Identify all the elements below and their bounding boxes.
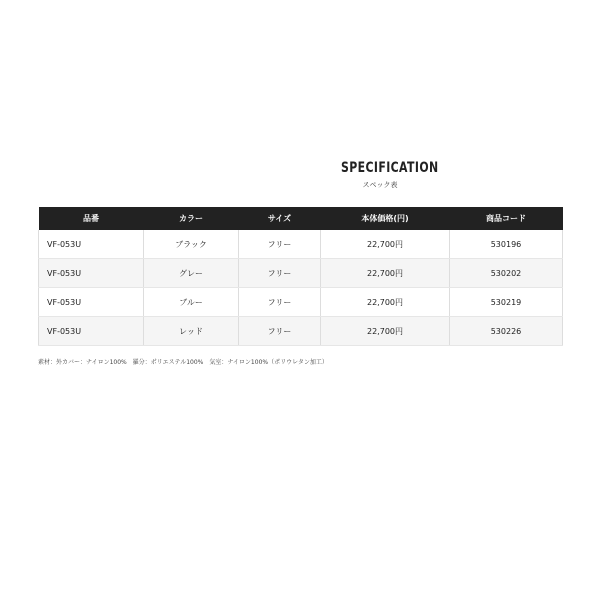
table-row	[39, 317, 563, 346]
table-header-row	[39, 207, 563, 230]
header-product-code: 商品コード	[450, 207, 563, 230]
cell-price: 22,700円	[321, 288, 450, 317]
cell-size: フリー	[239, 230, 321, 259]
cell-product-code: 530219	[450, 288, 563, 317]
cell-color: レッド	[144, 317, 239, 346]
cell-price: 22,700円	[321, 230, 450, 259]
header-size: サイズ	[239, 207, 321, 230]
page-subtitle: スペック表	[362, 181, 398, 189]
cell-part-number: VF-053U	[39, 259, 144, 288]
spec-table	[38, 207, 563, 346]
cell-price: 22,700円	[321, 317, 450, 346]
cell-product-code: 530202	[450, 259, 563, 288]
material-note: 素材：外カバー：ナイロン100% 羅分：ポリエステル100% 気室：ナイロン100%（ポリウレタン加工）	[38, 359, 328, 366]
cell-product-code: 530196	[450, 230, 563, 259]
cell-size: フリー	[239, 259, 321, 288]
table-row	[39, 288, 563, 317]
header-price: 本体価格(円)	[321, 207, 450, 230]
table-row	[39, 259, 563, 288]
cell-part-number: VF-053U	[39, 317, 144, 346]
cell-price: 22,700円	[321, 259, 450, 288]
header-part-number: 品番	[39, 207, 144, 230]
table-row	[39, 230, 563, 259]
header-color: カラー	[144, 207, 239, 230]
cell-product-code: 530226	[450, 317, 563, 346]
cell-size: フリー	[239, 288, 321, 317]
cell-part-number: VF-053U	[39, 288, 144, 317]
cell-color: ブルー	[144, 288, 239, 317]
cell-color: ブラック	[144, 230, 239, 259]
cell-part-number: VF-053U	[39, 230, 144, 259]
page-title: SPECIFICATION	[341, 160, 439, 176]
cell-size: フリー	[239, 317, 321, 346]
cell-color: グレー	[144, 259, 239, 288]
